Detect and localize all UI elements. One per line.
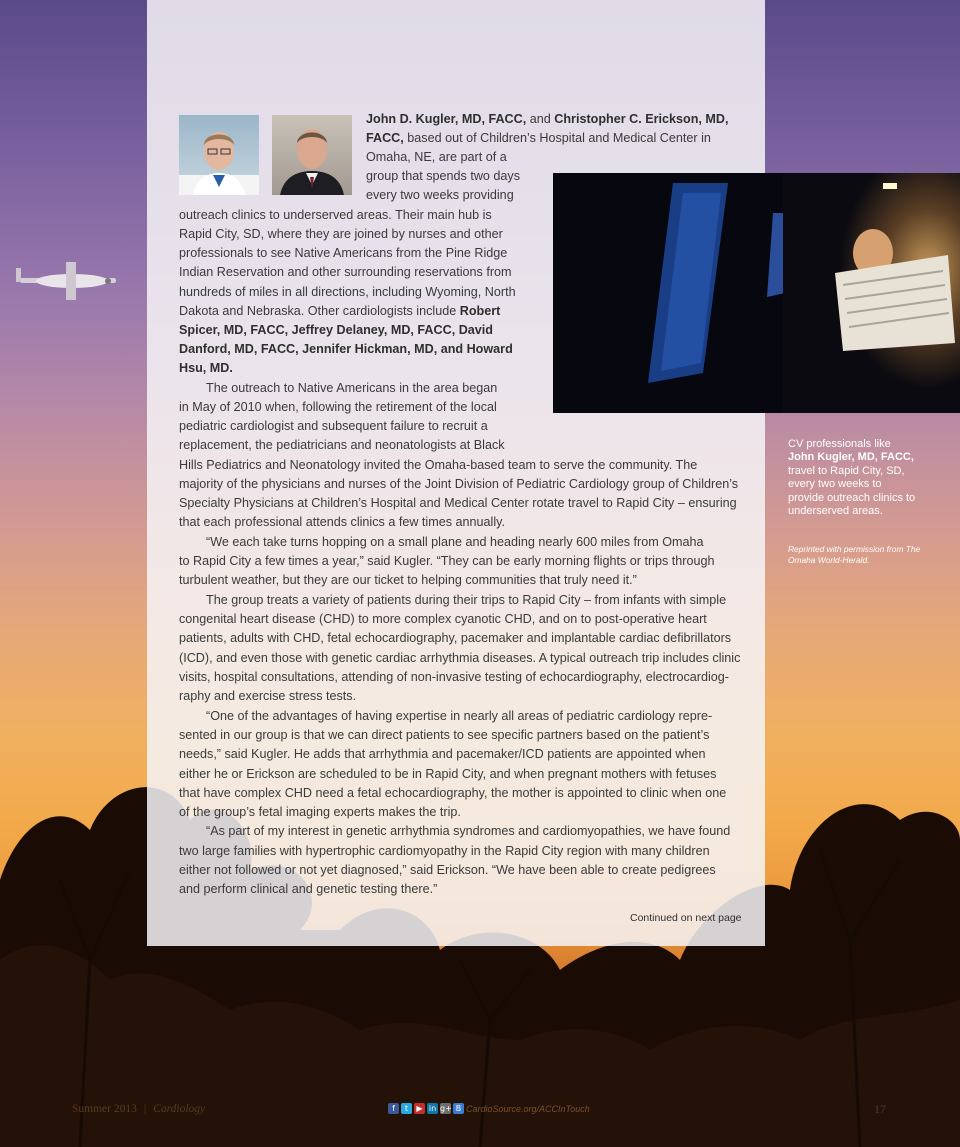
body-text: pediatric cardiologist and subsequent failure to recruit a bbox=[179, 419, 488, 433]
bold-text: Hsu, MD. bbox=[179, 361, 233, 375]
article-line bbox=[179, 687, 356, 706]
article-line bbox=[179, 629, 731, 648]
body-text: based out of Children’s Hospital and Medical Center in bbox=[403, 131, 711, 145]
body-text: The group treats a variety of patients during their trips to Rapid City – from infants with simple bbox=[206, 593, 727, 607]
article-line bbox=[179, 398, 497, 417]
body-text: replacement, the pediatricians and neonatologists at Black bbox=[179, 438, 505, 452]
photo-credit: Reprinted with permission from The Omaha World-Herald. bbox=[788, 544, 921, 565]
body-text: two large families with hypertrophic cardiomyopathy in the Rapid City region with many children bbox=[179, 844, 710, 858]
body-text: to Rapid City a few times a year,” said Kugler. “They can be early morning flights or trips through bbox=[179, 554, 715, 568]
article-line bbox=[179, 765, 716, 784]
article-line bbox=[179, 436, 505, 455]
facebook-icon[interactable]: f bbox=[388, 1103, 399, 1114]
article-line bbox=[366, 110, 729, 129]
article-line bbox=[179, 668, 729, 687]
body-text: Dakota and Nebraska. Other cardiologists include bbox=[179, 304, 460, 318]
body-text: Rapid City, SD, where they are joined by nurses and other bbox=[179, 227, 503, 241]
article-line bbox=[179, 359, 233, 378]
linkedin-icon[interactable]: in bbox=[428, 1104, 437, 1113]
body-text: visits, hospital consultations, attending of non-invasive testing of echocardiography, electrocardiog- bbox=[179, 670, 730, 684]
footer-season: Summer 2013 bbox=[72, 1103, 137, 1115]
body-text: patients, adults with CHD, fetal echocardiography, pacemaker and implantable cardiac defibrillators bbox=[179, 631, 732, 645]
article-line bbox=[179, 340, 513, 359]
caption-rest: travel to Rapid City, SD, every two weeks to provide outreach clinics to underserved areas. bbox=[788, 464, 916, 518]
body-text: either he or Erickson are scheduled to be in Rapid City, and when pregnant mothers with fetuses bbox=[179, 767, 717, 781]
article-line bbox=[179, 745, 705, 764]
bold-text: Robert bbox=[459, 304, 501, 318]
body-text: group that spends two days bbox=[366, 169, 521, 183]
body-text: Omaha, NE, are part of a bbox=[366, 150, 507, 164]
article-line bbox=[366, 167, 520, 186]
article-line bbox=[179, 880, 437, 899]
article-line bbox=[179, 283, 516, 302]
article-line bbox=[206, 822, 730, 841]
body-text: needs,” said Kugler. He adds that arrhythmia and pacemaker/ICD patients are appointed when bbox=[179, 747, 706, 761]
bold-text: FACC, bbox=[366, 131, 404, 145]
article-line bbox=[179, 842, 710, 861]
body-text: either not followed or not yet diagnosed,” said Erickson. “We have been able to create pedigrees bbox=[179, 863, 716, 877]
body-text: and perform clinical and genetic testing there.” bbox=[179, 882, 438, 896]
body-text: that each professional attends clinics a few times annually. bbox=[179, 515, 505, 529]
bold-text: Christopher C. Erickson, MD, bbox=[554, 112, 729, 126]
article-line bbox=[179, 206, 492, 225]
blog-icon[interactable]: B bbox=[453, 1103, 464, 1114]
twitter-icon[interactable]: t bbox=[401, 1103, 412, 1114]
page-number: 17 bbox=[874, 1102, 886, 1116]
article-line bbox=[206, 379, 497, 398]
body-text: congenital heart disease (CHD) to more complex cyanotic CHD, and on to post-operative heart bbox=[179, 612, 707, 626]
article-line bbox=[206, 707, 712, 726]
body-text: in May of 2010 when, following the retirement of the local bbox=[179, 400, 497, 414]
social-icons bbox=[388, 1103, 464, 1115]
article-line bbox=[179, 263, 512, 282]
body-text: raphy and exercise stress tests. bbox=[179, 689, 357, 703]
footer-publication: Cardiology bbox=[153, 1103, 206, 1115]
kugler-portrait bbox=[179, 115, 259, 195]
body-text: “We each take turns hopping on a small plane and heading nearly 600 miles from Omaha bbox=[206, 535, 704, 549]
article-line bbox=[179, 803, 461, 822]
body-text: (ICD), and even those with genetic cardiac arrhythmia diseases. A typical outreach trip includes clinic bbox=[179, 651, 741, 665]
article-line bbox=[179, 610, 707, 629]
body-text: Specialty Physicians at Children’s Hospital and Medical Center rotate travel to Rapid City – ensuring bbox=[179, 496, 737, 510]
body-text: Indian Reservation and other surrounding reservations from bbox=[179, 265, 512, 279]
body-text: sented in our group is that we can direct patients to see specific partners based on the patient’s bbox=[179, 728, 710, 742]
bold-text: Spicer, MD, FACC, Jeffrey Delaney, MD, FACC, David bbox=[179, 323, 493, 337]
article-line bbox=[179, 244, 507, 263]
article-line bbox=[179, 302, 500, 321]
article-line bbox=[366, 129, 711, 148]
continued-link[interactable]: Continued on next page bbox=[630, 912, 742, 924]
body-text: every two weeks providing bbox=[366, 188, 514, 202]
footer-issue bbox=[72, 1103, 205, 1115]
photo-caption bbox=[788, 438, 918, 518]
bold-text: Danford, MD, FACC, Jennifer Hickman, MD, and Howard bbox=[179, 342, 513, 356]
cockpit-photo bbox=[553, 173, 960, 413]
body-text: outreach clinics to underserved areas. Their main hub is bbox=[179, 208, 492, 222]
body-text: professionals to see Native Americans from the Pine Ridge bbox=[179, 246, 508, 260]
body-text: that have complex CHD need a fetal echocardiography, the mother is appointed to clinic when one bbox=[179, 786, 727, 800]
caption-names: John Kugler, MD, FACC, bbox=[788, 451, 914, 464]
article-line bbox=[179, 784, 726, 803]
body-text: of the group’s fetal imaging experts makes the trip. bbox=[179, 805, 461, 819]
body-text: Hills Pediatrics and Neonatology invited the Omaha-based team to serve the community. The bbox=[179, 458, 698, 472]
body-text: “One of the advantages of having expertise in nearly all areas of pediatric cardiology repre- bbox=[206, 709, 713, 723]
body-text: turbulent weather, but they are our ticket to helping communities that truly need it.” bbox=[179, 573, 637, 587]
article-line bbox=[179, 513, 505, 532]
googleplus-icon[interactable]: g+ bbox=[440, 1104, 452, 1113]
body-text: hundreds of miles in all directions, including Wyoming, North bbox=[179, 285, 516, 299]
airplane-illustration bbox=[14, 256, 122, 306]
article-line bbox=[366, 148, 507, 167]
article-line bbox=[179, 456, 697, 475]
article-line bbox=[179, 417, 488, 436]
article-line bbox=[179, 571, 637, 590]
footer-separator: | bbox=[143, 1103, 147, 1115]
caption-lead: CV professionals like bbox=[788, 438, 891, 450]
footer-url[interactable]: CardioSource.org/ACCInTouch bbox=[466, 1104, 590, 1114]
article-line bbox=[179, 475, 738, 494]
body-text: The outreach to Native Americans in the area began bbox=[206, 381, 498, 395]
article-line bbox=[179, 321, 493, 340]
youtube-icon[interactable]: ▶ bbox=[414, 1103, 425, 1114]
erickson-portrait bbox=[272, 115, 352, 195]
article-line bbox=[179, 726, 709, 745]
article-line bbox=[179, 861, 716, 880]
article-line bbox=[206, 591, 726, 610]
article-line bbox=[179, 649, 740, 668]
bold-text: John D. Kugler, MD, FACC, bbox=[366, 112, 527, 126]
article-line bbox=[179, 552, 714, 571]
article-line bbox=[179, 494, 737, 513]
body-text: majority of the physicians and nurses of the Joint Division of Pediatric Cardiology group of Children’s bbox=[179, 477, 739, 491]
article-line bbox=[206, 533, 704, 552]
body-text: and bbox=[526, 112, 555, 126]
body-text: “As part of my interest in genetic arrhythmia syndromes and cardiomyopathies, we have found bbox=[206, 824, 731, 838]
article-line bbox=[179, 225, 503, 244]
article-line bbox=[366, 186, 514, 205]
